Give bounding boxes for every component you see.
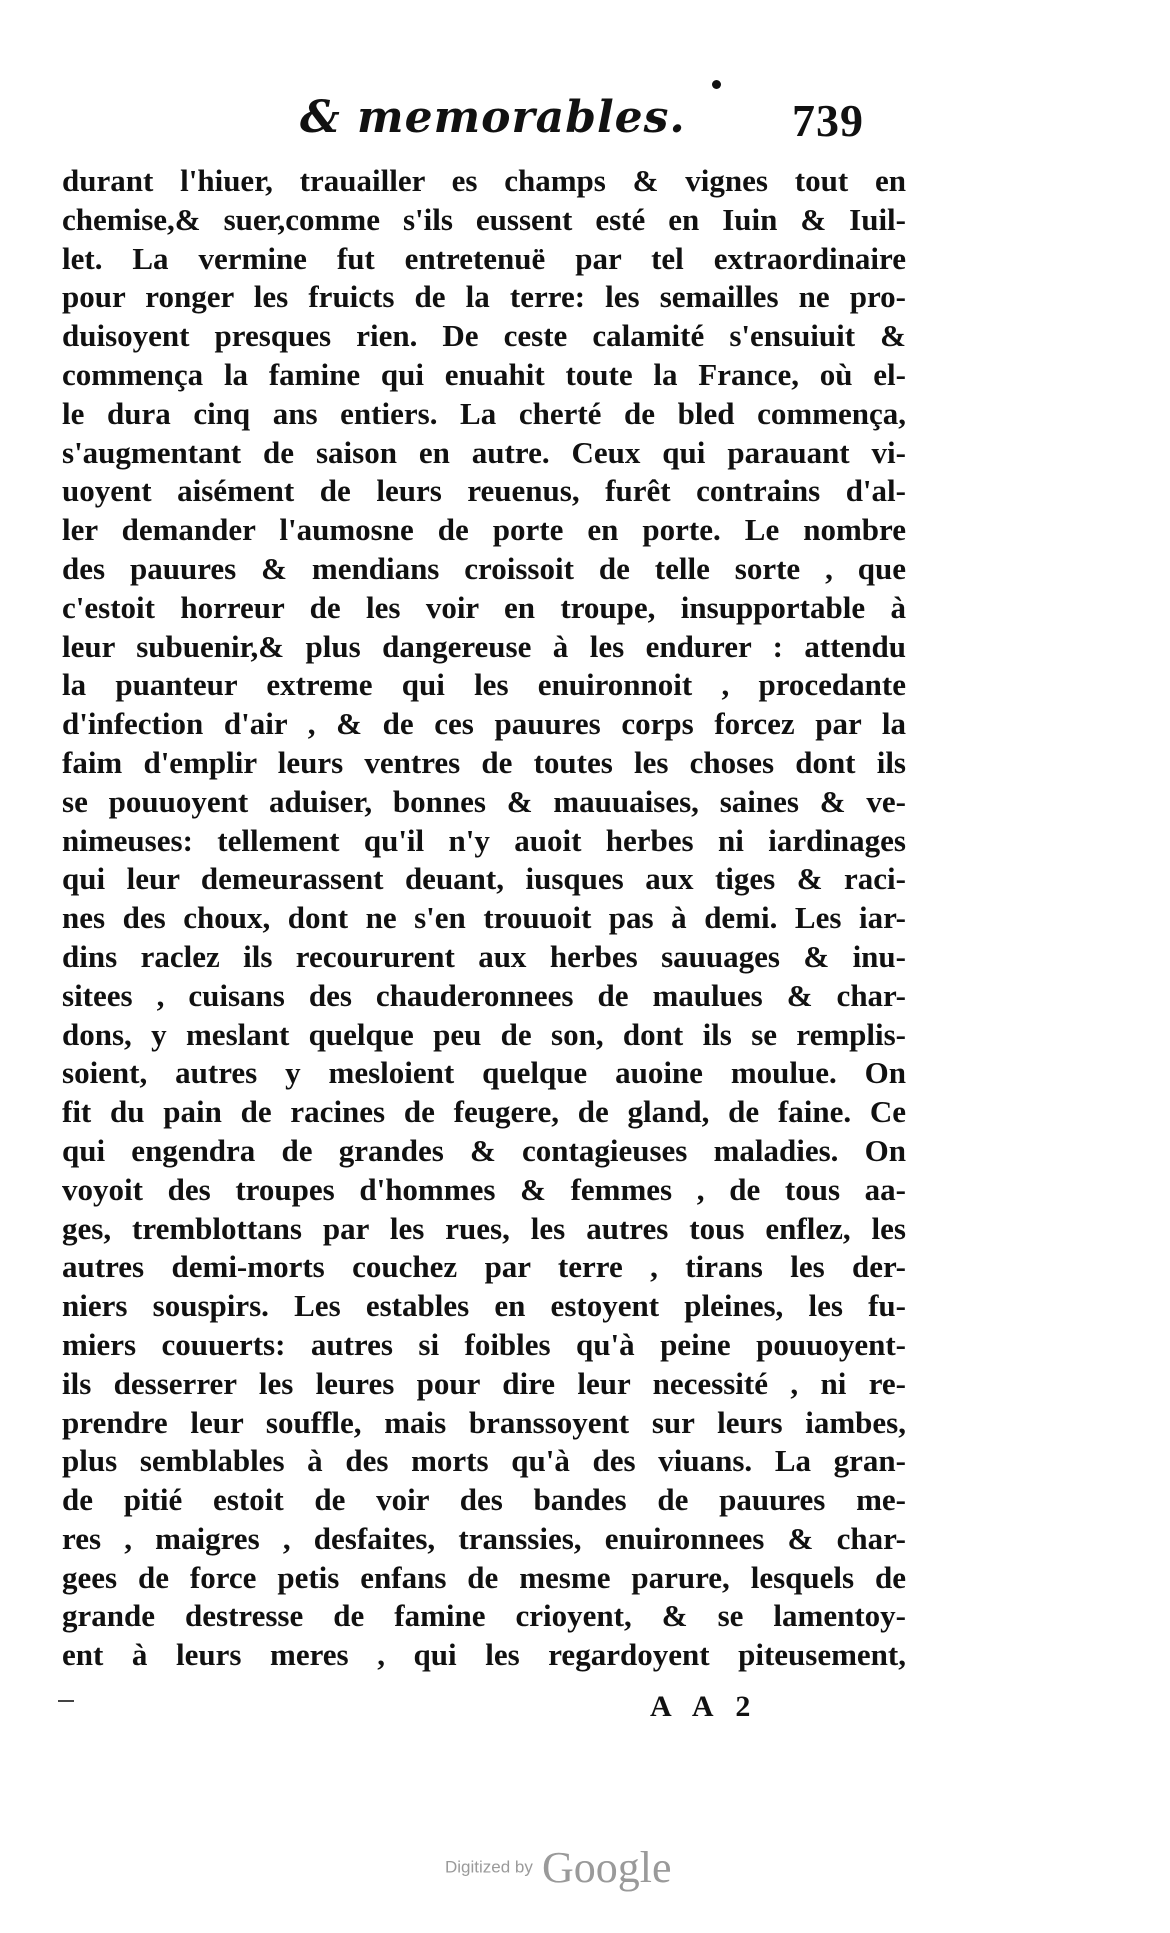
text-line: chemise,& suer,comme s'ils eussent esté en Iuin & Iuil-: [62, 201, 906, 237]
text-line: faim d'emplir leurs ventres de toutes les choses dont ils: [62, 744, 906, 780]
text-line: grande destresse de famine crioyent, & se lamentoy-: [62, 1598, 906, 1634]
text-line: ges, tremblottans par les rues, les autres tous enflez, les: [62, 1210, 906, 1246]
text-line: dins raclez ils recoururent aux herbes sauuages & inu-: [62, 938, 906, 974]
text-line: autres demi-morts couchez par terre , tirans les der-: [62, 1249, 906, 1285]
text-line: pour ronger les fruicts de la terre: les semailles ne pro-: [62, 279, 906, 315]
text-line: duisoyent presques rien. De ceste calamité s'ensuiuit &: [62, 318, 906, 354]
text-line: voyoit des troupes d'hommes & femmes , de tous aa-: [62, 1171, 906, 1207]
text-line: nes des choux, dont ne s'en trouuoit pas à demi. Les iar-: [62, 900, 906, 936]
text-line: leur subuenir,& plus dangereuse à les endurer : attendu: [62, 628, 906, 664]
page-number: 739: [792, 95, 864, 146]
text-line: c'estoit horreur de les voir en troupe, insupportable à: [62, 589, 906, 625]
text-line: gees de force petis enfans de mesme parure, lesquels de: [62, 1559, 906, 1595]
text-line: de pitié estoit de voir des bandes de pauures me-: [62, 1482, 906, 1518]
signature-mark: A A 2: [650, 1690, 759, 1723]
text-line: qui engendra de grandes & contagieuses maladies. On: [62, 1132, 906, 1168]
text-line: fit du pain de racines de feugere, de gland, de faine. Ce: [62, 1094, 906, 1130]
text-line: sitees , cuisans des chauderonnees de maulues & char-: [62, 977, 906, 1013]
margin-mark: [58, 1700, 74, 1702]
text-line: miers couuerts: autres si foibles qu'à peine pouuoyent-: [62, 1326, 906, 1362]
text-line: ils desserrer les leures pour dire leur necessité , ni re-: [62, 1365, 906, 1401]
text-line: let. La vermine fut entretenuë par tel extraordinaire: [62, 240, 906, 276]
ink-dot: [712, 80, 721, 89]
text-line: niers souspirs. Les estables en estoyent pleines, les fu-: [62, 1288, 906, 1324]
text-line: ent à leurs meres , qui les regardoyent piteusement,: [62, 1637, 906, 1673]
running-head: & memorables.: [300, 92, 686, 143]
text-line: nimeuses: tellement qu'il n'y auoit herbes ni iardinages: [62, 822, 906, 858]
text-line: qui leur demeurassent deuant, iusques aux tiges & raci-: [62, 861, 906, 897]
text-line: ler demander l'aumosne de porte en porte. Le nombre: [62, 512, 906, 548]
text-line: plus semblables à des morts qu'à des viuans. La gran-: [62, 1443, 906, 1479]
text-line: durant l'hiuer, trauailler es champs & vignes tout en: [62, 163, 906, 198]
watermark-brand: Google: [541, 1843, 672, 1892]
text-line: commença la famine qui enuahit toute la France, où el-: [62, 356, 906, 392]
text-line: dons, y meslant quelque peu de son, dont ils se remplis-: [62, 1016, 906, 1052]
text-line: s'augmentant de saison en autre. Ceux qui parauant vi-: [62, 434, 906, 470]
text-line: soient, autres y mesloient quelque auoine moulue. On: [62, 1055, 906, 1091]
text-line: res , maigres , desfaites, transsies, enuironnees & char-: [62, 1520, 906, 1556]
text-line: des pauures & mendians croissoit de telle sorte , que: [62, 550, 906, 586]
watermark-prefix: Digitized by: [445, 1857, 533, 1877]
text-line: se pouuoyent aduiser, bonnes & mauuaises, saines & ve-: [62, 783, 906, 819]
text-line: uoyent aisément de leurs reuenus, furêt contrains d'al-: [62, 473, 906, 509]
body-text: [62, 162, 906, 1675]
text-line: prendre leur souffle, mais branssoyent sur leurs iambes,: [62, 1404, 906, 1440]
text-line: le dura cinq ans entiers. La cherté de bled commença,: [62, 395, 906, 431]
text-line: d'infection d'air , & de ces pauures corps forcez par la: [62, 706, 906, 742]
digitization-watermark: [445, 1842, 672, 1893]
text-line: la puanteur extreme qui les enuironnoit , procedante: [62, 667, 906, 703]
